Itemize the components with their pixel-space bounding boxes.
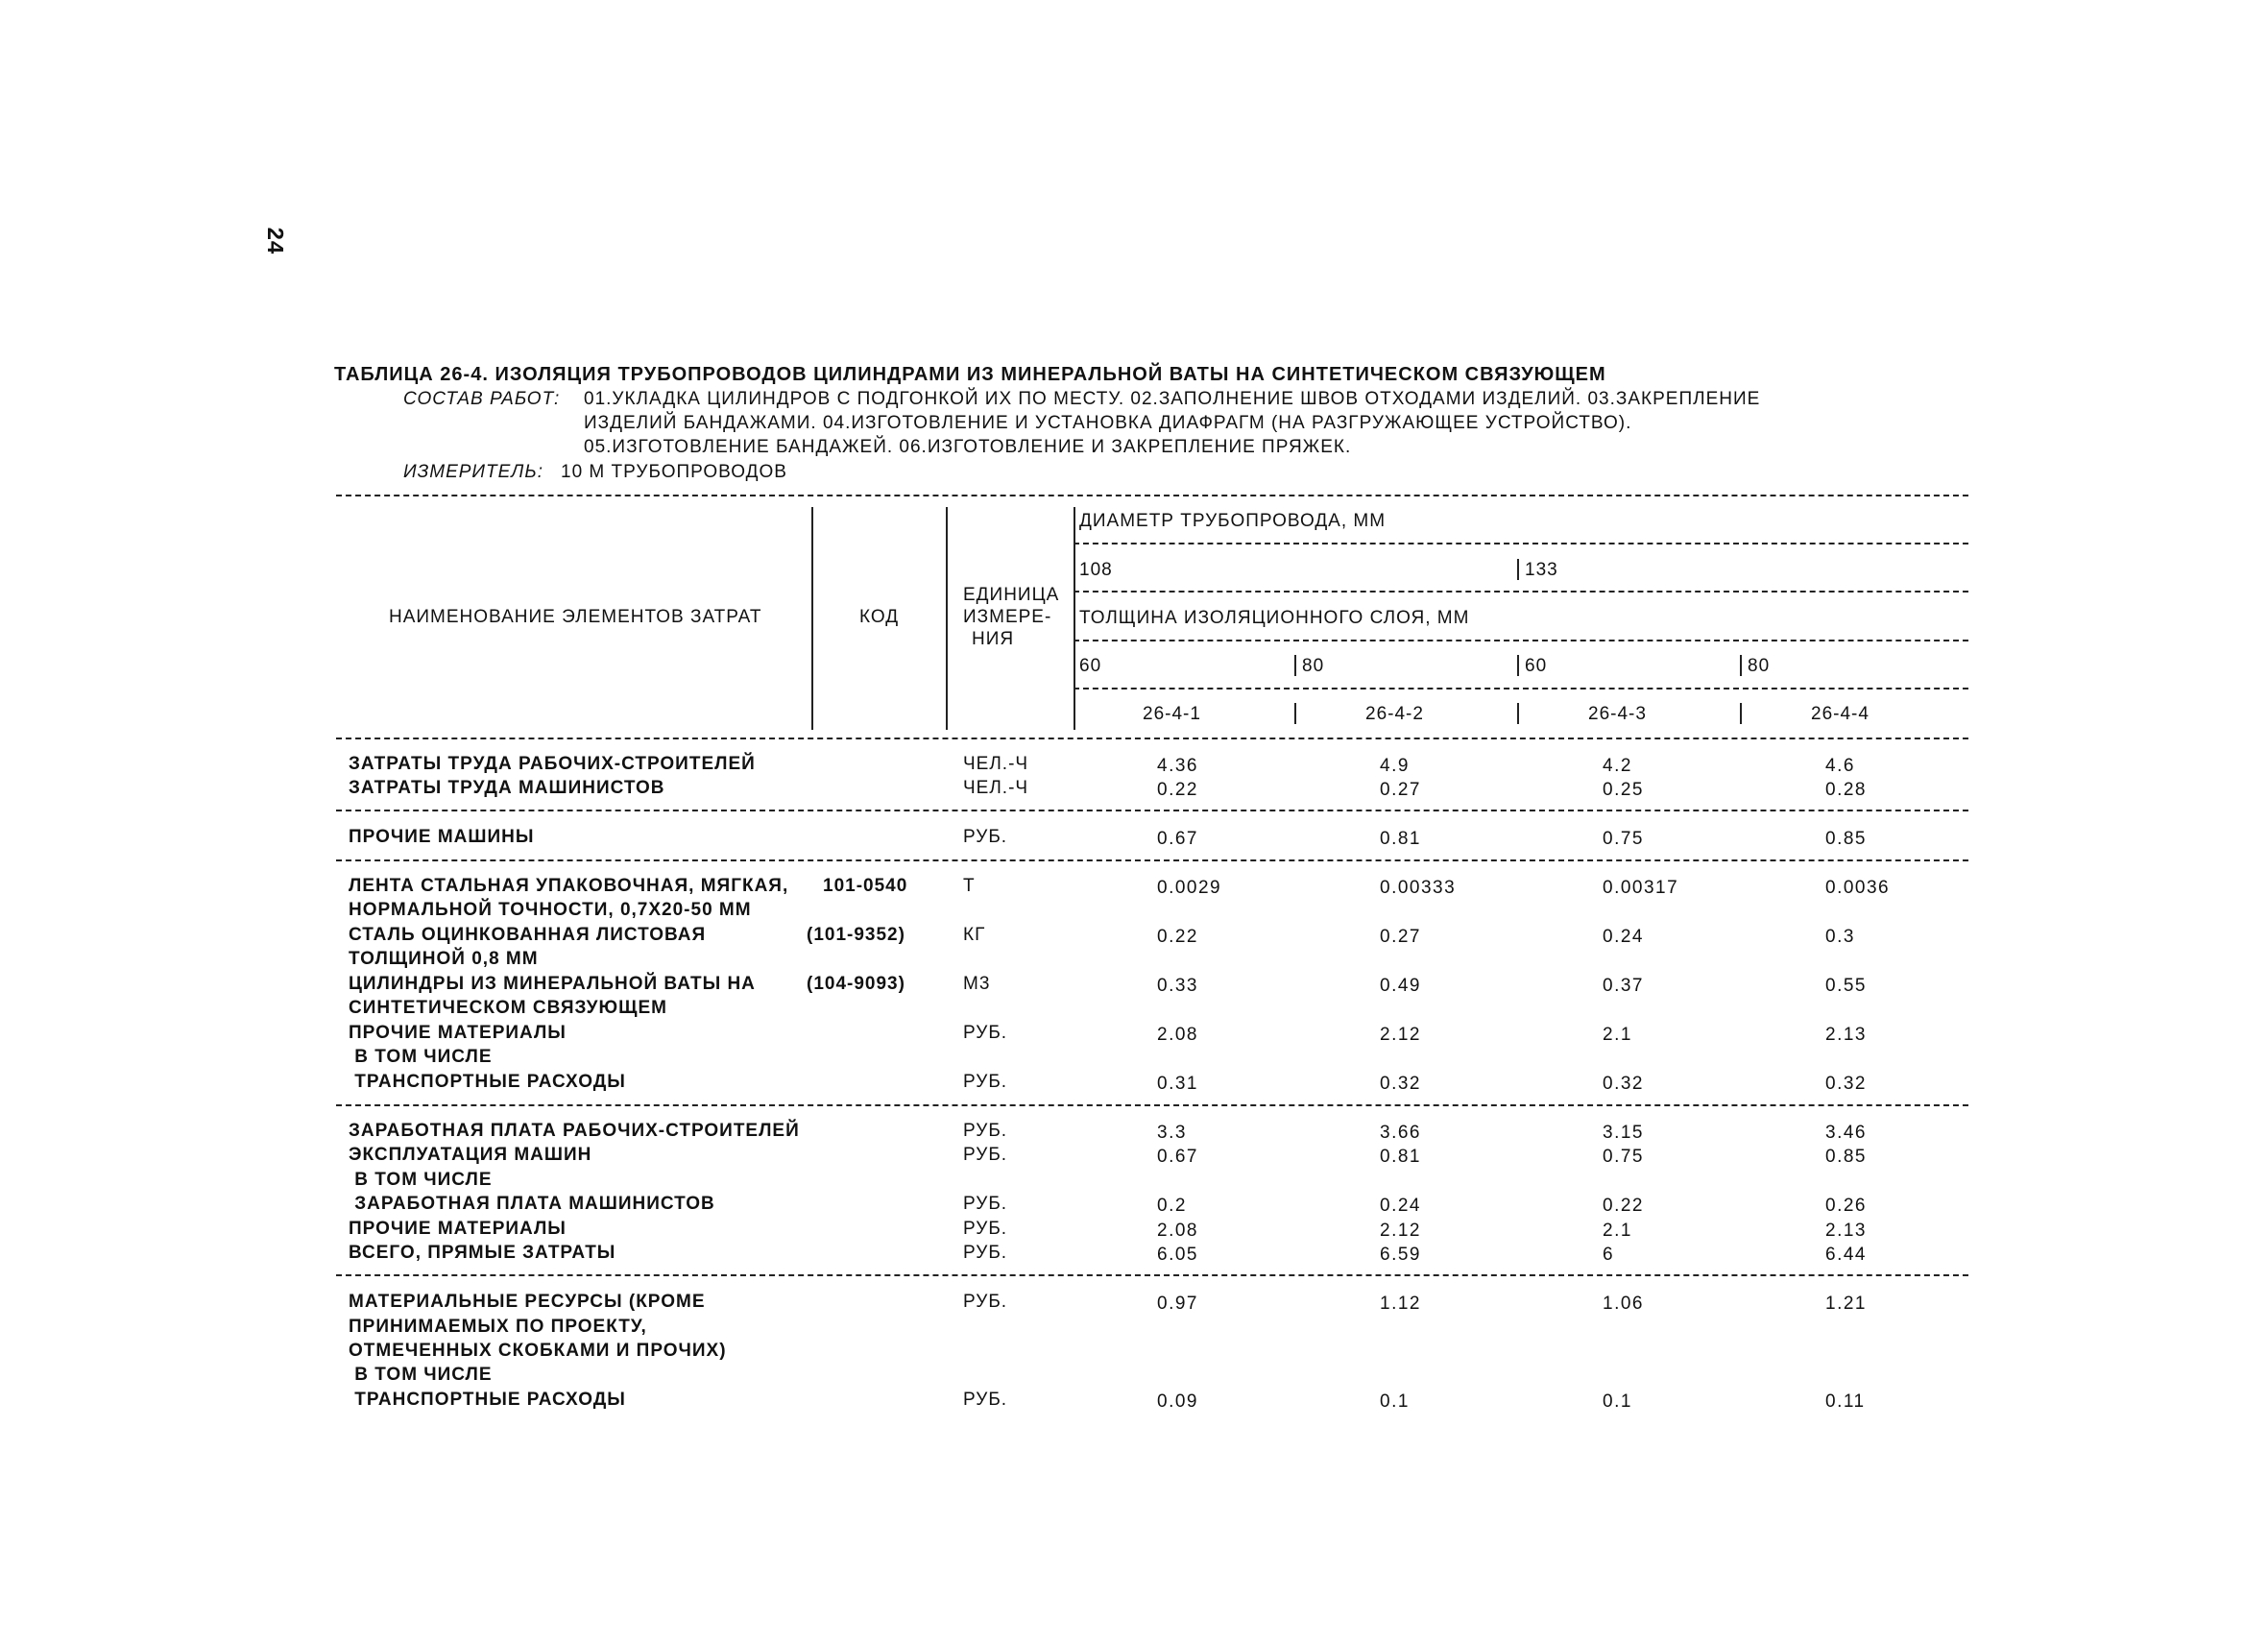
measure-label: ИЗМЕРИТЕЛЬ: xyxy=(403,462,543,482)
row-value: 0.49 xyxy=(1380,976,1421,996)
row-value: 0.00333 xyxy=(1380,878,1457,898)
row-value: 0.27 xyxy=(1380,780,1421,800)
header-divider xyxy=(1517,655,1519,676)
row-unit: ЧЕЛ.-Ч xyxy=(963,754,1029,774)
row-value: 0.81 xyxy=(1380,1147,1421,1167)
row-value: 0.85 xyxy=(1825,1147,1867,1167)
row-value: 0.32 xyxy=(1825,1074,1867,1094)
row-unit: РУБ. xyxy=(963,1390,1008,1410)
row-value: 0.85 xyxy=(1825,829,1867,849)
row-name: ПРОЧИЕ МАТЕРИАЛЫ xyxy=(349,1023,567,1043)
header-diameter-133: 133 xyxy=(1525,560,1558,580)
header-divider xyxy=(1517,703,1519,724)
row-value: 3.15 xyxy=(1603,1123,1644,1143)
row-value: 2.12 xyxy=(1380,1221,1421,1241)
header-name-col: НАИМЕНОВАНИЕ ЭЛЕМЕНТОВ ЗАТРАТ xyxy=(389,607,762,627)
row-value: 3.66 xyxy=(1380,1123,1421,1143)
header-divider xyxy=(1074,507,1075,730)
row-value: 0.97 xyxy=(1157,1294,1198,1314)
row-unit: РУБ. xyxy=(963,1145,1008,1165)
row-name: В ТОМ ЧИСЛЕ xyxy=(349,1047,493,1067)
row-value: 2.1 xyxy=(1603,1025,1632,1045)
header-divider xyxy=(1294,703,1296,724)
header-divider xyxy=(1740,655,1742,676)
row-name: ПРИНИМАЕМЫХ ПО ПРОЕКТУ, xyxy=(349,1317,647,1337)
row-value: 6.44 xyxy=(1825,1245,1867,1265)
row-value: 0.32 xyxy=(1603,1074,1644,1094)
row-name: ПРОЧИЕ МАШИНЫ xyxy=(349,827,535,847)
row-value: 4.36 xyxy=(1157,756,1198,776)
row-name: ЗАРАБОТНАЯ ПЛАТА РАБОЧИХ-СТРОИТЕЛЕЙ xyxy=(349,1121,800,1141)
row-value: 0.32 xyxy=(1380,1074,1421,1094)
row-value: 0.24 xyxy=(1380,1196,1421,1216)
row-value: 0.28 xyxy=(1825,780,1867,800)
row-value: 2.08 xyxy=(1157,1025,1198,1045)
section-rule xyxy=(336,1274,1968,1276)
row-value: 0.37 xyxy=(1603,976,1644,996)
section-rule xyxy=(336,859,1968,861)
header-thickness-value: 80 xyxy=(1748,656,1771,676)
row-value: 0.22 xyxy=(1603,1196,1644,1216)
page-number: 24 xyxy=(260,227,286,254)
row-unit: Т xyxy=(963,876,976,896)
row-name: ВСЕГО, ПРЯМЫЕ ЗАТРАТЫ xyxy=(349,1243,616,1263)
header-code-col: КОД xyxy=(859,607,900,627)
section-rule xyxy=(336,1104,1968,1106)
header-col-code: 26-4-1 xyxy=(1143,704,1201,724)
row-name: ЛЕНТА СТАЛЬНАЯ УПАКОВОЧНАЯ, МЯГКАЯ, xyxy=(349,876,789,896)
row-value: 0.24 xyxy=(1603,927,1644,947)
header-diameter-108: 108 xyxy=(1079,560,1113,580)
row-unit: РУБ. xyxy=(963,1121,1008,1141)
row-name: СИНТЕТИЧЕСКОМ СВЯЗУЮЩЕМ xyxy=(349,998,667,1018)
row-value: 0.09 xyxy=(1157,1391,1198,1412)
header-col-code: 26-4-4 xyxy=(1811,704,1870,724)
row-unit: РУБ. xyxy=(963,1072,1008,1092)
row-value: 0.00317 xyxy=(1603,878,1679,898)
row-unit: РУБ. xyxy=(963,1292,1008,1312)
row-unit: РУБ. xyxy=(963,1243,1008,1263)
composition-line: 05.ИЗГОТОВЛЕНИЕ БАНДАЖЕЙ. 06.ИЗГОТОВЛЕНИЕ И ЗАКРЕПЛЕНИЕ ПРЯЖЕК. xyxy=(584,437,1352,457)
composition-line: ИЗДЕЛИЙ БАНДАЖАМИ. 04.ИЗГОТОВЛЕНИЕ И УСТАНОВКА ДИАФРАГМ (НА РАЗГРУЖАЮЩЕЕ УСТРОЙСТВО). xyxy=(584,413,1632,433)
row-value: 3.3 xyxy=(1157,1123,1187,1143)
row-value: 2.08 xyxy=(1157,1221,1198,1241)
row-code: (104-9093) xyxy=(807,974,905,994)
row-value: 2.1 xyxy=(1603,1221,1632,1241)
composition-label: СОСТАВ РАБОТ: xyxy=(403,389,561,409)
header-unit-col: ИЗМЕРЕ- xyxy=(963,607,1052,627)
row-value: 0.31 xyxy=(1157,1074,1198,1094)
row-unit: РУБ. xyxy=(963,1219,1008,1239)
row-unit: РУБ. xyxy=(963,1023,1008,1043)
header-rule xyxy=(1074,591,1968,593)
row-value: 0.33 xyxy=(1157,976,1198,996)
header-col-code: 26-4-2 xyxy=(1365,704,1424,724)
header-bottom-rule xyxy=(336,738,1968,739)
row-value: 6.05 xyxy=(1157,1245,1198,1265)
row-value: 4.2 xyxy=(1603,756,1632,776)
row-unit: РУБ. xyxy=(963,827,1008,847)
header-unit-col: ЕДИНИЦА xyxy=(963,585,1060,605)
row-value: 0.11 xyxy=(1825,1391,1866,1412)
row-value: 0.2 xyxy=(1157,1196,1187,1216)
row-unit: РУБ. xyxy=(963,1194,1008,1214)
header-divider xyxy=(1517,559,1519,580)
row-name: ТОЛЩИНОЙ 0,8 ММ xyxy=(349,949,539,969)
header-col-code: 26-4-3 xyxy=(1588,704,1647,724)
row-name: ЦИЛИНДРЫ ИЗ МИНЕРАЛЬНОЙ ВАТЫ НА xyxy=(349,974,756,994)
row-name: ТРАНСПОРТНЫЕ РАСХОДЫ xyxy=(349,1390,626,1410)
header-divider xyxy=(1740,703,1742,724)
row-name: В ТОМ ЧИСЛЕ xyxy=(349,1170,493,1190)
row-value: 0.0029 xyxy=(1157,878,1222,898)
measure-value: 10 М ТРУБОПРОВОДОВ xyxy=(561,462,787,482)
header-thickness-value: 60 xyxy=(1079,656,1102,676)
row-name: ЗАТРАТЫ ТРУДА РАБОЧИХ-СТРОИТЕЛЕЙ xyxy=(349,754,756,774)
row-value: 0.81 xyxy=(1380,829,1421,849)
row-value: 0.1 xyxy=(1603,1391,1632,1412)
row-name: МАТЕРИАЛЬНЫЕ РЕСУРСЫ (КРОМЕ xyxy=(349,1292,706,1312)
header-divider xyxy=(1294,655,1296,676)
row-name: ЗАТРАТЫ ТРУДА МАШИНИСТОВ xyxy=(349,778,665,798)
header-rule xyxy=(1074,688,1968,689)
header-diameter-label: ДИАМЕТР ТРУБОПРОВОДА, ММ xyxy=(1079,511,1387,531)
row-value: 0.22 xyxy=(1157,780,1198,800)
header-rule xyxy=(1074,543,1968,544)
row-value: 1.21 xyxy=(1825,1294,1867,1314)
row-unit: КГ xyxy=(963,925,986,945)
row-name: ПРОЧИЕ МАТЕРИАЛЫ xyxy=(349,1219,567,1239)
row-value: 2.13 xyxy=(1825,1221,1867,1241)
row-value: 2.12 xyxy=(1380,1025,1421,1045)
row-value: 0.3 xyxy=(1825,927,1855,947)
header-thickness-label: ТОЛЩИНА ИЗОЛЯЦИОННОГО СЛОЯ, ММ xyxy=(1079,608,1470,628)
row-name: В ТОМ ЧИСЛЕ xyxy=(349,1365,493,1385)
row-value: 0.26 xyxy=(1825,1196,1867,1216)
row-value: 1.06 xyxy=(1603,1294,1644,1314)
row-value: 2.13 xyxy=(1825,1025,1867,1045)
row-unit: М3 xyxy=(963,974,991,994)
row-value: 0.75 xyxy=(1603,829,1644,849)
row-value: 0.22 xyxy=(1157,927,1198,947)
row-value: 0.1 xyxy=(1380,1391,1410,1412)
header-thickness-value: 80 xyxy=(1302,656,1325,676)
header-divider xyxy=(946,507,948,730)
row-value: 0.25 xyxy=(1603,780,1644,800)
row-value: 1.12 xyxy=(1380,1294,1421,1314)
row-value: 0.55 xyxy=(1825,976,1867,996)
row-name: ТРАНСПОРТНЫЕ РАСХОДЫ xyxy=(349,1072,626,1092)
row-name: ЗАРАБОТНАЯ ПЛАТА МАШИНИСТОВ xyxy=(349,1194,715,1214)
table-top-rule xyxy=(336,495,1968,496)
section-rule xyxy=(336,810,1968,811)
row-code: (101-9352) xyxy=(807,925,905,945)
row-value: 0.67 xyxy=(1157,1147,1198,1167)
row-name: НОРМАЛЬНОЙ ТОЧНОСТИ, 0,7Х20-50 ММ xyxy=(349,900,752,920)
row-value: 3.46 xyxy=(1825,1123,1867,1143)
row-name: ЭКСПЛУАТАЦИЯ МАШИН xyxy=(349,1145,592,1165)
row-name: СТАЛЬ ОЦИНКОВАННАЯ ЛИСТОВАЯ xyxy=(349,925,707,945)
table-title: ТАБЛИЦА 26-4. ИЗОЛЯЦИЯ ТРУБОПРОВОДОВ ЦИЛИНДРАМИ ИЗ МИНЕРАЛЬНОЙ ВАТЫ НА СИНТЕТИЧЕСКОМ СВЯЗУЮЩЕМ xyxy=(334,364,1606,385)
row-value: 0.75 xyxy=(1603,1147,1644,1167)
row-value: 4.9 xyxy=(1380,756,1410,776)
row-value: 0.67 xyxy=(1157,829,1198,849)
row-code: 101-0540 xyxy=(823,876,908,896)
header-rule xyxy=(1074,640,1968,641)
row-value: 0.0036 xyxy=(1825,878,1891,898)
header-unit-col: НИЯ xyxy=(972,629,1015,649)
row-value: 4.6 xyxy=(1825,756,1855,776)
row-value: 6 xyxy=(1603,1245,1615,1265)
header-thickness-value: 60 xyxy=(1525,656,1548,676)
row-name: ОТМЕЧЕННЫХ СКОБКАМИ И ПРОЧИХ) xyxy=(349,1341,727,1361)
row-unit: ЧЕЛ.-Ч xyxy=(963,778,1029,798)
row-value: 0.27 xyxy=(1380,927,1421,947)
row-value: 6.59 xyxy=(1380,1245,1421,1265)
composition-line: 01.УКЛАДКА ЦИЛИНДРОВ С ПОДГОНКОЙ ИХ ПО МЕСТУ. 02.ЗАПОЛНЕНИЕ ШВОВ ОТХОДАМИ ИЗДЕЛИЙ. 03.ЗАКРЕПЛЕНИЕ xyxy=(584,389,1761,409)
header-divider xyxy=(811,507,813,730)
